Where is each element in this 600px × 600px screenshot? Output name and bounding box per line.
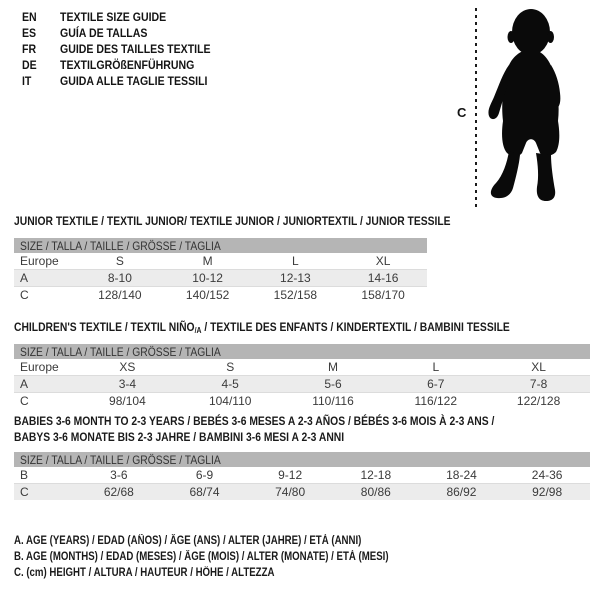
junior-size-table <box>14 238 427 303</box>
size-cell: 68/74 <box>162 484 248 501</box>
size-cell: 12-13 <box>252 270 340 287</box>
size-cell: 98/104 <box>109 394 146 408</box>
size-cell: 18-24 <box>419 467 505 484</box>
language-title: TEXTILE SIZE GUIDE <box>60 10 167 24</box>
language-row <box>22 9 231 25</box>
language-title: GUÍA DE TALLAS <box>60 26 148 40</box>
language-code: IT <box>22 74 32 88</box>
table-row <box>14 287 427 304</box>
children-size-table <box>14 344 590 409</box>
size-cell: 62/68 <box>76 484 162 501</box>
size-cell: M <box>164 253 252 270</box>
title-line: BABIES 3-6 MONTH TO 2-3 YEARS / BEBÉS 3-6 MESES A 2-3 AÑOS / BÉBÉS 3-6 MOIS À 2-3 ANS / <box>14 414 495 428</box>
size-cell: 74/80 <box>247 484 333 501</box>
size-cell: 86/92 <box>419 484 505 501</box>
row-label: Europe <box>14 253 76 270</box>
size-cell: XL <box>487 359 590 376</box>
babies-table-title <box>14 413 494 445</box>
size-header-cell <box>14 344 590 359</box>
footnote-b: B. AGE (MONTHS) / EDAD (MESES) / ÂGE (MOIS) / ALTER (MONATE) / ETÀ (MESI) <box>14 551 389 563</box>
table-row <box>14 376 590 393</box>
size-cell: 110/116 <box>312 394 354 408</box>
footnote-c: C. (cm) HEIGHT / ALTURA / HAUTEUR / HÖHE / ALTEZZA <box>14 567 275 579</box>
size-cell: 104/110 <box>208 394 252 408</box>
table-row <box>14 359 590 376</box>
language-code: EN <box>22 10 37 24</box>
row-label: C <box>14 484 76 501</box>
size-cell: M <box>282 359 385 376</box>
title-line: BABYS 3-6 MONATE BIS 2-3 JAHRE / BAMBINI 3-6 MESI A 2-3 ANNI <box>14 430 345 444</box>
size-cell: 5-6 <box>282 376 385 393</box>
row-label: A <box>14 270 76 287</box>
height-measure-label: C <box>457 105 467 120</box>
size-cell: 10-12 <box>164 270 252 287</box>
size-cell: 14-16 <box>339 270 427 287</box>
size-cell: 3-4 <box>76 376 179 393</box>
row-label: A <box>14 376 76 393</box>
size-header-row <box>14 344 590 359</box>
size-cell: 9-12 <box>247 467 333 484</box>
size-cell: 7-8 <box>487 376 590 393</box>
table-row <box>14 270 427 287</box>
size-cell: 4-5 <box>179 376 282 393</box>
size-cell: 3-6 <box>76 467 162 484</box>
junior-table-title: JUNIOR TEXTILE / TEXTIL JUNIOR/ TEXTILE JUNIOR / JUNIORTEXTIL / JUNIOR TESSILE <box>14 214 451 228</box>
size-header-text: SIZE / TALLA / TAILLE / GRÖSSE / TAGLIA <box>20 344 221 359</box>
size-cell: 116/122 <box>414 394 458 408</box>
size-header-text: SIZE / TALLA / TAILLE / GRÖSSE / TAGLIA <box>20 452 221 467</box>
size-cell: 8-10 <box>76 270 164 287</box>
size-header-row <box>14 452 590 467</box>
title-subscript: /A <box>194 326 202 335</box>
babies-size-table <box>14 452 590 500</box>
size-cell: 12-18 <box>333 467 419 484</box>
language-row <box>22 57 231 73</box>
size-cell: XS <box>76 359 179 376</box>
size-cell: S <box>179 359 282 376</box>
size-header-cell <box>14 452 590 467</box>
size-cell: XL <box>339 253 427 270</box>
language-code: FR <box>22 42 37 56</box>
size-cell: 6-9 <box>162 467 248 484</box>
language-row <box>22 73 231 89</box>
language-row <box>22 41 231 57</box>
size-cell: 80/86 <box>333 484 419 501</box>
footnote-list <box>14 535 460 583</box>
size-cell: 6-7 <box>384 376 487 393</box>
size-cell: L <box>252 253 340 270</box>
size-header-row <box>14 238 427 253</box>
title-part: / TEXTILE DES ENFANTS / KINDERTEXTIL / BAMBINI TESSILE <box>201 320 510 334</box>
children-table-title <box>14 319 510 339</box>
size-cell: L <box>384 359 487 376</box>
language-code: ES <box>22 26 37 40</box>
table-row <box>14 484 590 501</box>
size-cell: 122/128 <box>516 394 561 408</box>
row-label: Europe <box>14 359 76 376</box>
row-label: B <box>14 467 76 484</box>
size-cell: S <box>76 253 164 270</box>
title-part: CHILDREN'S TEXTILE / TEXTIL NIÑO <box>14 320 195 334</box>
size-header-text: SIZE / TALLA / TAILLE / GRÖSSE / TAGLIA <box>20 238 221 253</box>
table-row <box>14 393 590 410</box>
table-row <box>14 253 427 270</box>
language-title: GUIDE DES TAILLES TEXTILE <box>60 42 211 56</box>
size-header-cell <box>14 238 427 253</box>
language-title: TEXTILGRÖßENFÜHRUNG <box>60 58 195 72</box>
row-label: C <box>20 288 29 302</box>
toddler-silhouette-icon <box>478 7 590 209</box>
size-cell: 128/140 <box>98 288 142 302</box>
size-cell: 92/98 <box>504 484 590 501</box>
language-title-list <box>22 9 231 89</box>
size-cell: 140/152 <box>185 288 230 302</box>
footnote-a: A. AGE (YEARS) / EDAD (AÑOS) / ÂGE (ANS) / ALTER (JAHRE) / ETÀ (ANNI) <box>14 535 362 547</box>
row-label: C <box>20 394 29 408</box>
table-row <box>14 467 590 484</box>
size-cell: 158/170 <box>361 288 405 302</box>
language-title: GUIDA ALLE TAGLIE TESSILI <box>60 74 208 88</box>
size-cell: 152/158 <box>273 288 318 302</box>
size-cell: 24-36 <box>504 467 590 484</box>
height-measure-dotted-line <box>475 8 477 209</box>
language-code: DE <box>22 58 37 72</box>
language-row <box>22 25 231 41</box>
